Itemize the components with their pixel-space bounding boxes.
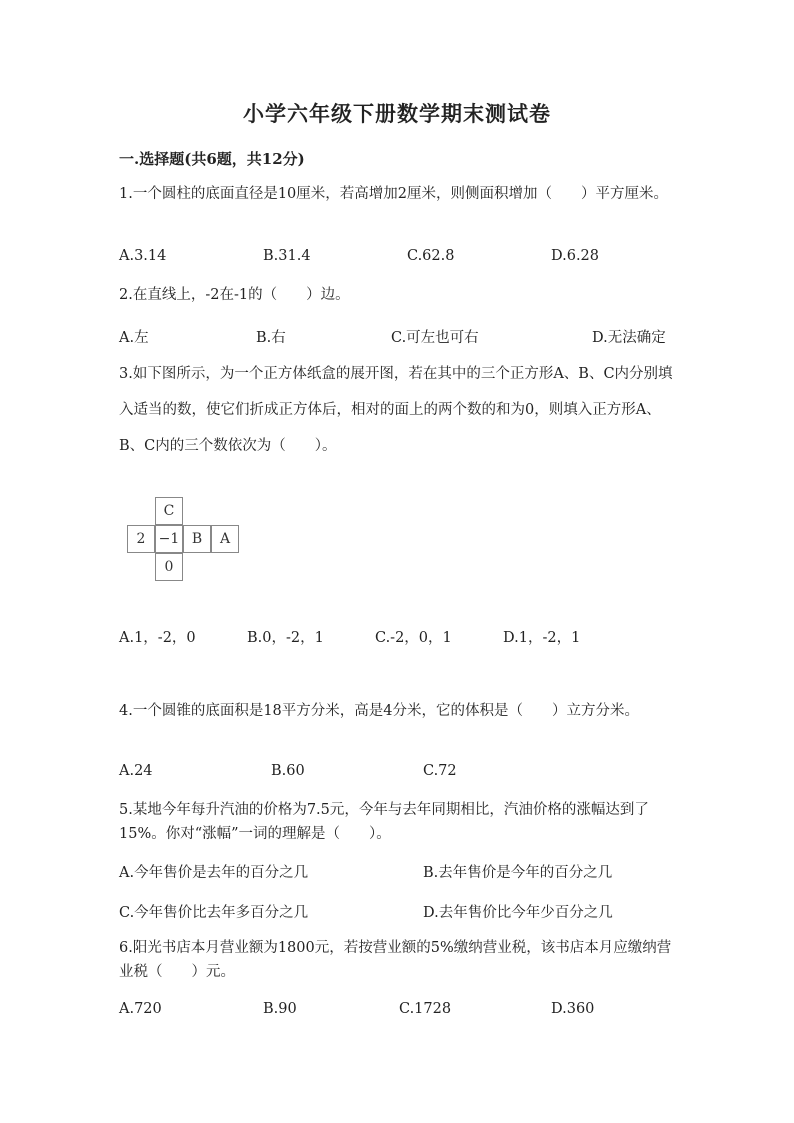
page-title: 小学六年级下册数学期末测试卷 (243, 101, 551, 126)
option-b: B.60 (271, 763, 305, 779)
option-c: C.可左也可右 (391, 330, 479, 346)
option-d: D.6.28 (551, 248, 600, 264)
option-d: D.360 (551, 1001, 595, 1017)
option-b: B.0，-2，1 (247, 630, 324, 646)
option-c: C.-2，0，1 (375, 630, 452, 646)
net-face-a: A (211, 525, 239, 553)
option-a: A.24 (119, 763, 153, 779)
question-1: 1.一个圆柱的底面直径是10厘米，若高增加2厘米，则侧面积增加（ ）平方厘米。 (119, 186, 669, 202)
question-3: 3.如下图所示，为一个正方体纸盒的展开图，若在其中的三个正方形A、B、C内分别填入适当的数，使它们折成正方体后，相对的面上的两个数的和为0，则填入正方形A、B、C内的三个数依次为（ ）。 (119, 366, 673, 454)
option-d: D.无法确定 (592, 330, 666, 346)
option-a: A.左 (119, 330, 149, 346)
option-c: C.今年售价比去年多百分之几 (119, 905, 309, 921)
question-6: 6.阳光书店本月营业额为1800元，若按营业额的5%缴纳营业税，该书店本月应缴纳营业税（ ）元。 (119, 940, 672, 980)
net-face-bottom: 0 (155, 553, 183, 581)
option-a: A.720 (119, 1001, 162, 1017)
option-c: C.72 (423, 763, 457, 779)
option-b: B.90 (263, 1001, 297, 1017)
net-face-center: −1 (155, 525, 183, 553)
net-face-top: C (155, 497, 183, 525)
option-a: A.今年售价是去年的百分之几 (119, 865, 309, 881)
section-heading: 一.选择题(共6题，共12分) (119, 150, 305, 168)
option-d: D.去年售价比今年少百分之几 (423, 905, 613, 921)
option-a: A.3.14 (119, 248, 167, 264)
option-b: B.31.4 (263, 248, 311, 264)
option-a: A.1，-2，0 (119, 630, 196, 646)
question-2: 2.在直线上，-2在-1的（ ）边。 (119, 287, 350, 303)
question-4: 4.一个圆锥的底面积是18平方分米，高是4分米，它的体积是（ ）立方分米。 (119, 703, 640, 719)
net-face-b: B (183, 525, 211, 553)
net-face-left: 2 (127, 525, 155, 553)
cube-net-figure (127, 497, 247, 581)
option-c: C.1728 (399, 1001, 452, 1017)
option-b: B.右 (256, 330, 286, 346)
option-c: C.62.8 (407, 248, 455, 264)
option-b: B.去年售价是今年的百分之几 (423, 865, 613, 881)
option-d: D.1，-2，1 (503, 630, 581, 646)
question-5: 5.某地今年每升汽油的价格为7.5元，今年与去年同期相比，汽油价格的涨幅达到了15%。你对“涨幅”一词的理解是（ ）。 (119, 802, 649, 842)
